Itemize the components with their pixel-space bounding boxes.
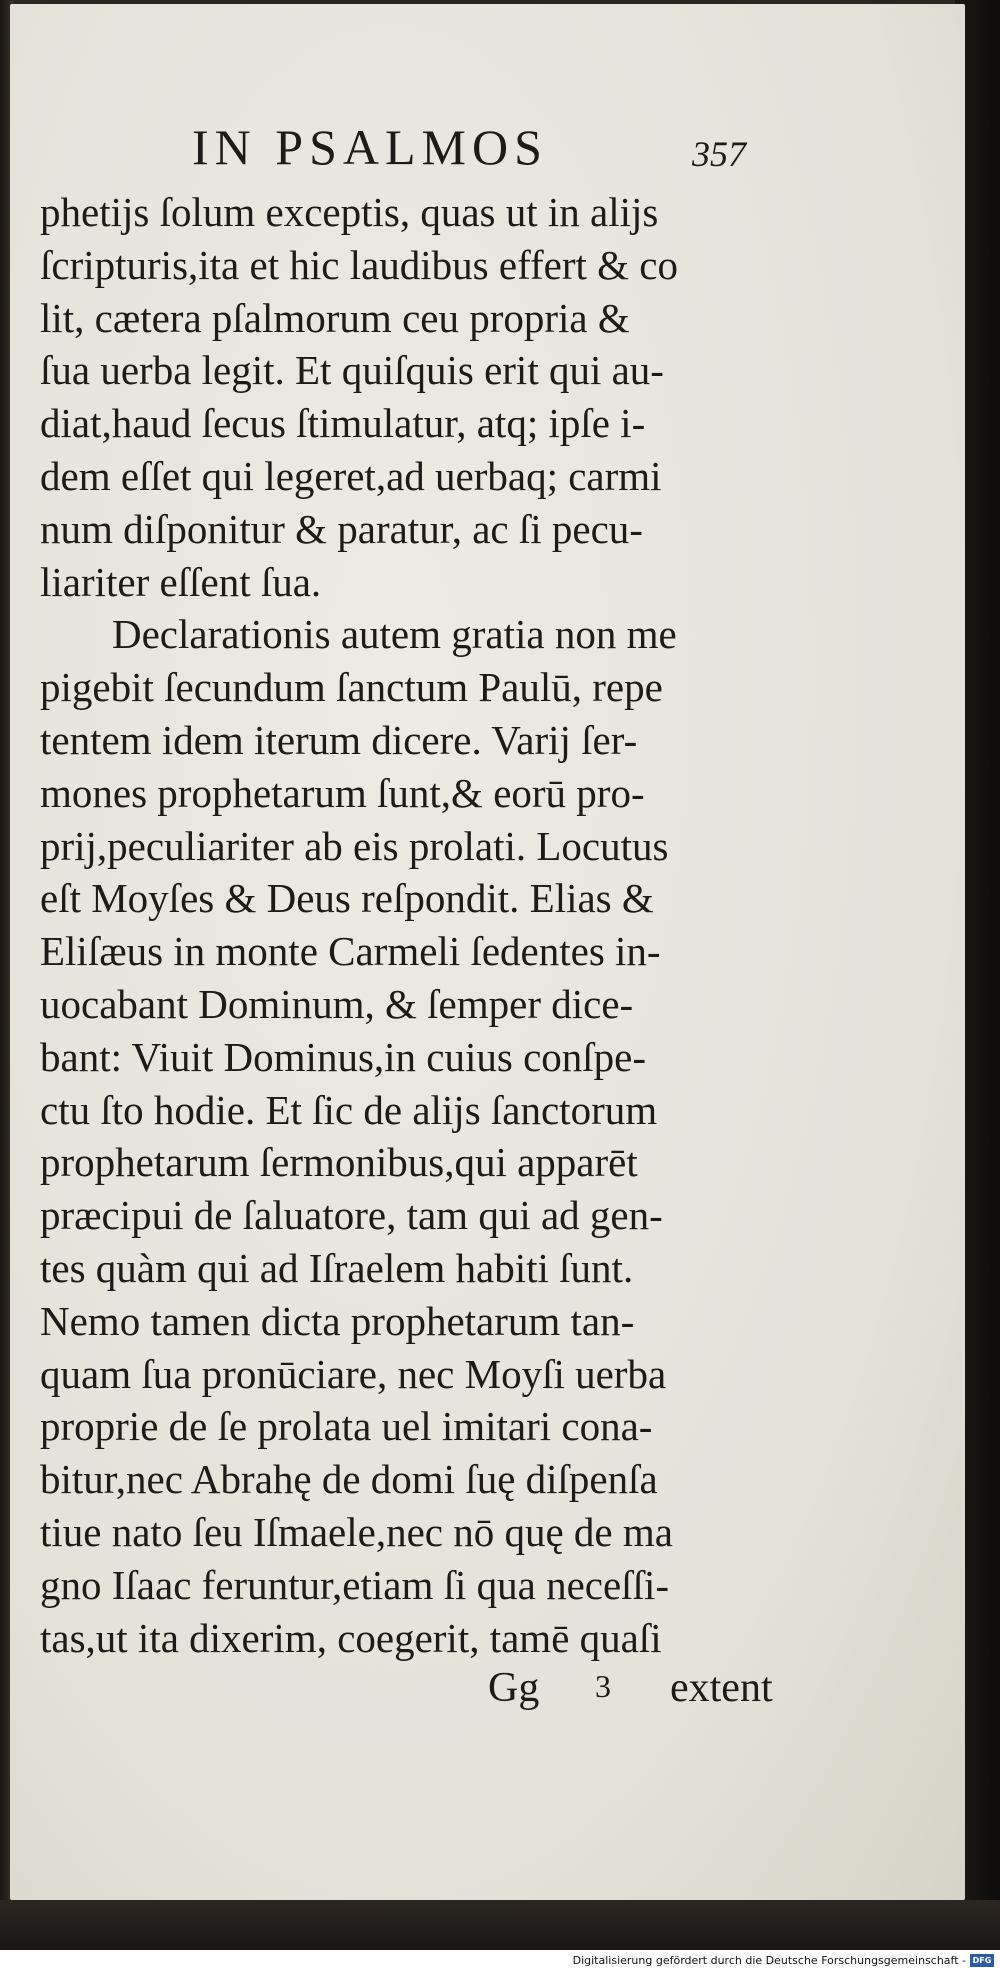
text-line: diat,haud ſecus ſtimulatur, atq; ipſe i- bbox=[40, 400, 646, 447]
text-line: ſua uerba legit. Et quiſquis erit qui au- bbox=[40, 347, 664, 394]
text-line: lit, cætera pſalmorum ceu propria & bbox=[40, 294, 630, 341]
folio-number: 357 bbox=[692, 134, 746, 174]
text-line: bitur,nec Abrahę de domi ſuę diſpenſa bbox=[40, 1456, 658, 1503]
book-page bbox=[10, 4, 965, 1900]
text-block bbox=[40, 186, 810, 1664]
text-line: Declarationis autem gratia non me bbox=[112, 611, 677, 658]
text-line: præcipui de ſaluatore, tam qui ad gen- bbox=[40, 1192, 663, 1239]
catchword: extent bbox=[670, 1665, 773, 1711]
text-line: tentem idem iterum dicere. Varij ſer- bbox=[40, 716, 638, 763]
running-title: IN PSALMOS bbox=[192, 119, 548, 175]
text-line: tas,ut ita dixerim, coegerit, tamē quaſi bbox=[40, 1614, 662, 1661]
text-line: dem eſſet qui legeret,ad uerbaq; carmi bbox=[40, 452, 662, 499]
page-footer bbox=[10, 1664, 965, 1724]
signature-mark: Gg bbox=[488, 1665, 540, 1711]
text-line: ctu ſto hodie. Et ſic de alijs ſanctorum bbox=[40, 1086, 658, 1133]
text-line: mones prophetarum ſunt,& eorū pro- bbox=[40, 769, 645, 816]
text-line: pigebit ſecundum ſanctum Paulū, repe bbox=[40, 664, 663, 711]
text-line: Nemo tamen dicta prophetarum tan- bbox=[40, 1297, 635, 1344]
text-line: proprie de ſe prolata uel imitari cona- bbox=[40, 1403, 653, 1450]
gathering-number: 3 bbox=[595, 1668, 611, 1704]
text-line: bant: Viuit Dominus,in cuius conſpe- bbox=[40, 1033, 647, 1080]
text-line: quam ſua pronūciare, nec Moyſi uerba bbox=[40, 1350, 667, 1397]
text-line: gno Iſaac feruntur,etiam ſi qua neceſſi- bbox=[40, 1561, 670, 1608]
funding-credit: Digitalisierung gefördert durch die Deutsche Forschungsgemeinschaft - bbox=[572, 1954, 966, 1967]
text-line: tiue nato ſeu Iſmaele,nec nō quę de ma bbox=[40, 1508, 673, 1555]
text-line: phetijs ſolum exceptis, quas ut in alijs bbox=[40, 189, 659, 235]
text-line: eſt Moyſes & Deus reſpondit. Elias & bbox=[40, 875, 654, 922]
text-line: Eliſæus in monte Carmeli ſedentes in- bbox=[40, 928, 661, 975]
text-line: prophetarum ſermonibus,qui apparēt bbox=[40, 1139, 638, 1186]
credit-bar bbox=[0, 1950, 1000, 1971]
dfg-logo-icon: DFG bbox=[970, 1954, 994, 1967]
text-line: num diſponitur & paratur, ac ſi pecu- bbox=[40, 505, 643, 552]
text-line: tes quàm qui ad Iſraelem habiti ſunt. bbox=[40, 1244, 634, 1291]
text-line: liariter eſſent ſua. bbox=[40, 558, 322, 605]
text-line: uocabant Dominum, & ſemper dice- bbox=[40, 980, 634, 1027]
text-line: prij,peculiariter ab eis prolati. Locutus bbox=[40, 822, 669, 869]
text-line: ſcripturis,ita et hic laudibus effert & co bbox=[40, 241, 678, 288]
page-bottom-edge bbox=[0, 1900, 1000, 1950]
